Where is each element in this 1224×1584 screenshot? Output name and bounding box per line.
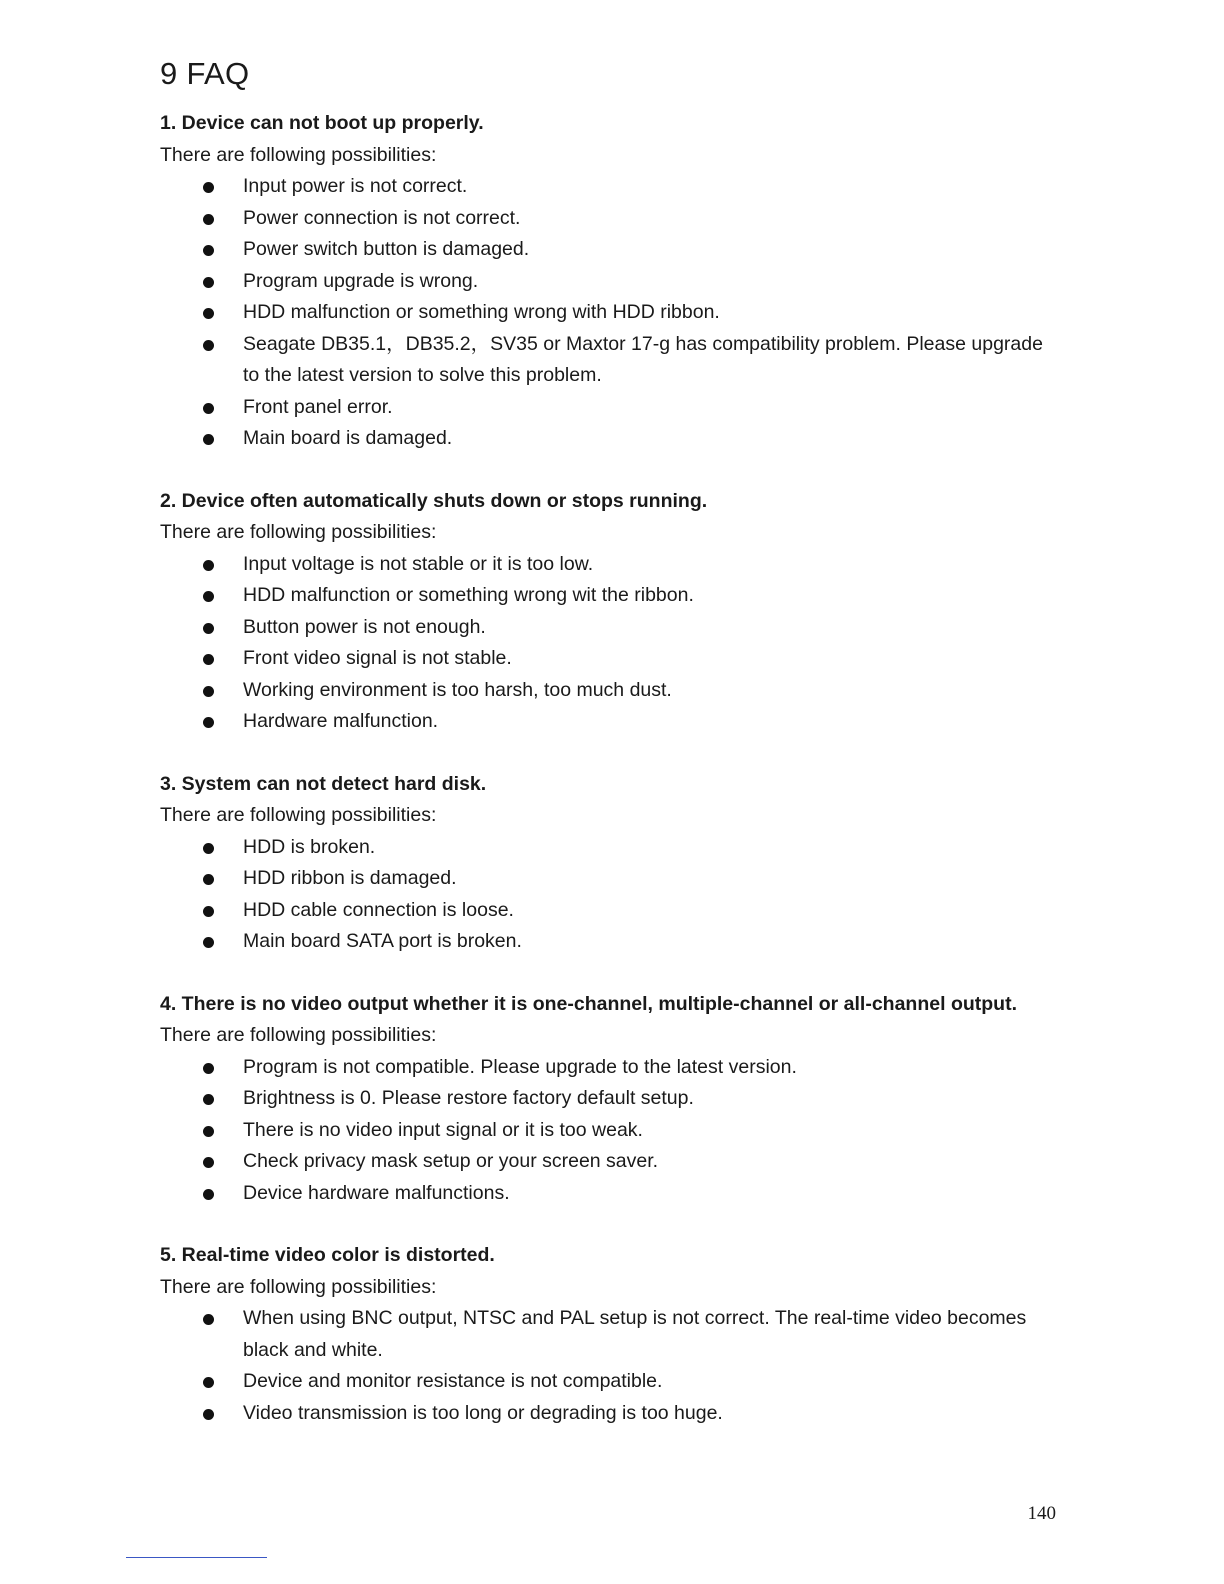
list-item-text: HDD is broken. (243, 835, 376, 858)
list-item (160, 675, 1056, 707)
list-item-text: When using BNC output, NTSC and PAL setup is not correct. The real-time video becomes black and white. (243, 1307, 1027, 1361)
bullet-icon (203, 1314, 214, 1325)
bullet-icon (203, 277, 214, 288)
list-item-text: Video transmission is too long or degrading is too huge. (243, 1401, 723, 1424)
bullet-icon (203, 182, 214, 193)
list-item-text: HDD cable connection is loose. (243, 898, 514, 921)
faq-list (160, 549, 1056, 738)
list-item-text: Front video signal is not stable. (243, 647, 512, 669)
list-item (160, 1052, 1056, 1084)
list-item-text: Device hardware malfunctions. (243, 1181, 510, 1204)
faq-intro: There are following possibilities: (160, 1275, 437, 1298)
faq-intro: There are following possibilities: (160, 1024, 437, 1046)
bullet-icon (203, 717, 214, 728)
bullet-icon (203, 874, 214, 885)
faq-section-4 (160, 989, 1056, 1210)
list-item-text: Input power is not correct. (243, 175, 468, 197)
faq-list (160, 1052, 1056, 1210)
list-item-text: Hardware malfunction. (243, 710, 439, 732)
list-item (160, 297, 1056, 329)
bullet-icon (203, 686, 214, 697)
list-item-text: Main board SATA port is broken. (243, 930, 522, 952)
list-item-text: Button power is not enough. (243, 615, 486, 638)
list-item (160, 203, 1056, 235)
list-item (160, 706, 1056, 738)
list-item-text: HDD malfunction or something wrong with HDD ribbon. (243, 301, 720, 323)
list-item (160, 1366, 1056, 1398)
bullet-icon (203, 1094, 214, 1105)
bullet-icon (203, 1126, 214, 1137)
list-item-text: Seagate DB35.1，DB35.2，SV35 or Maxtor 17-g has compatibility problem. Please upgrade to the latest version to solve this problem. (243, 332, 1043, 386)
faq-question: 5. Real-time video color is distorted. (160, 1244, 495, 1266)
list-item (160, 1083, 1056, 1115)
list-item (160, 1146, 1056, 1178)
list-item-text: Working environment is too harsh, too much dust. (243, 678, 672, 701)
bullet-icon (203, 1409, 214, 1420)
faq-intro: There are following possibilities: (160, 521, 437, 543)
bullet-icon (203, 654, 214, 665)
faq-section-3 (160, 769, 1056, 958)
list-item-text: Main board is damaged. (243, 427, 453, 449)
footnote-divider (126, 1557, 267, 1558)
list-item-text: Check privacy mask setup or your screen saver. (243, 1150, 659, 1172)
page-number: 140 (1027, 1503, 1056, 1524)
list-item (160, 895, 1056, 927)
list-item-text: Device and monitor resistance is not compatible. (243, 1370, 663, 1392)
list-item-text: HDD ribbon is damaged. (243, 867, 457, 889)
faq-list (160, 832, 1056, 958)
list-item (160, 549, 1056, 581)
bullet-icon (203, 937, 214, 948)
faq-question: 3. System can not detect hard disk. (160, 772, 487, 795)
bullet-icon (203, 1063, 214, 1074)
bullet-icon (203, 1377, 214, 1388)
list-item (160, 234, 1056, 266)
faq-intro: There are following possibilities: (160, 143, 437, 166)
bullet-icon (203, 403, 214, 414)
list-item (160, 171, 1056, 203)
list-item (160, 392, 1056, 424)
bullet-icon (203, 623, 214, 634)
bullet-icon (203, 560, 214, 571)
faq-section-5 (160, 1240, 1056, 1429)
bullet-icon (203, 843, 214, 854)
list-item (160, 423, 1056, 455)
bullet-icon (203, 245, 214, 256)
list-item (160, 612, 1056, 644)
list-item (160, 643, 1056, 675)
page-title: 9 FAQ (160, 56, 250, 91)
list-item (160, 1178, 1056, 1210)
bullet-icon (203, 1157, 214, 1168)
list-item (160, 1398, 1056, 1430)
list-item-text: Program upgrade is wrong. (243, 269, 479, 292)
list-item-text: Front panel error. (243, 395, 393, 418)
faq-question: 1. Device can not boot up properly. (160, 112, 484, 134)
list-item-text: Power switch button is damaged. (243, 238, 530, 260)
bullet-icon (203, 308, 214, 319)
list-item (160, 580, 1056, 612)
faq-intro: There are following possibilities: (160, 804, 437, 826)
bullet-icon (203, 340, 214, 351)
faq-section-2 (160, 486, 1056, 738)
list-item-text: Brightness is 0. Please restore factory default setup. (243, 1087, 694, 1109)
list-item-text: Power connection is not correct. (243, 206, 521, 229)
faq-section-1 (160, 108, 1056, 455)
bullet-icon (203, 591, 214, 602)
list-item (160, 832, 1056, 864)
bullet-icon (203, 214, 214, 225)
bullet-icon (203, 906, 214, 917)
faq-question: 4. There is no video output whether it is one-channel, multiple-channel or all-channel output. (160, 992, 1017, 1015)
list-item-text: Input voltage is not stable or it is too low. (243, 552, 594, 575)
faq-list (160, 1303, 1056, 1429)
list-item (160, 266, 1056, 298)
bullet-icon (203, 1189, 214, 1200)
list-item (160, 926, 1056, 958)
list-item (160, 1303, 1056, 1366)
list-item (160, 863, 1056, 895)
faq-list (160, 171, 1056, 455)
list-item (160, 1115, 1056, 1147)
faq-content (160, 108, 1056, 1460)
list-item-text: HDD malfunction or something wrong wit the ribbon. (243, 584, 694, 606)
list-item (160, 329, 1056, 392)
faq-question: 2. Device often automatically shuts down or stops running. (160, 489, 708, 512)
list-item-text: Program is not compatible. Please upgrade to the latest version. (243, 1055, 797, 1078)
list-item-text: There is no video input signal or it is too weak. (243, 1118, 643, 1141)
bullet-icon (203, 434, 214, 445)
